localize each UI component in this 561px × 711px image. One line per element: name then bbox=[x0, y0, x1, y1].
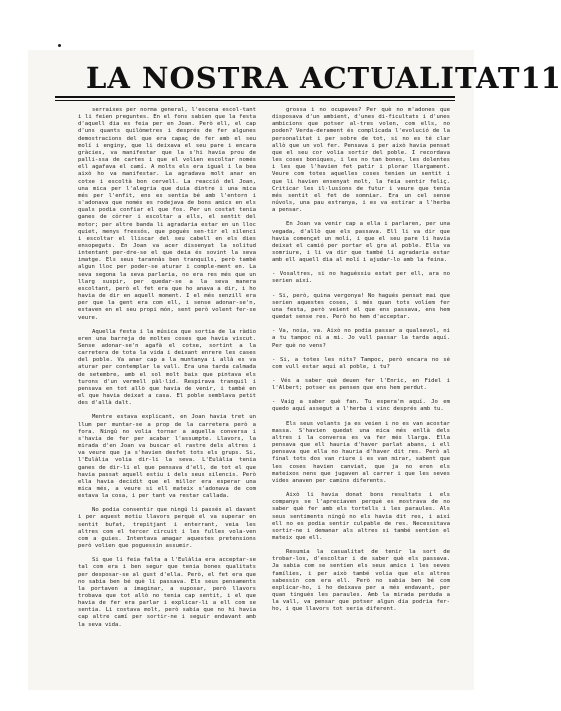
section-title: LA NOSTRA ACTUALITAT bbox=[86, 61, 521, 95]
header-rule bbox=[55, 96, 455, 98]
left-paragraph: No podia consentir que ningú li passés al davant i per aquest motiu llavors perquè el va superar en sentit bufat, trepitjant i enterrant, veia les altres com el tercer circuit i les fulles vola-ven com a guies. Intentava amagar aquestes pretensions però volien que poguessin assumir. bbox=[78, 507, 256, 550]
dialogue-line: - Si, però, quina vergonya! No hagués pensat mai que serien aquestes coses, i més quan tots volíem fer una festa, però veient el que ens passava, ens hem quedat sense res. Però ho hem d'acceptar. bbox=[272, 292, 450, 321]
dialogue-line: - Vosaltres, si no haguéssiu estat per ell, ara no serien així. bbox=[272, 271, 450, 285]
section-header bbox=[86, 53, 561, 95]
left-paragraph: Mentre estava explicant, en Joan havia tret un llum per muntar-se a prop de la carretera però a fora. Ningú no volia tornar a aquella conversa i s'havia de fer per acabar l'assumpte. Llavors, la mirada d'en Joan va buscar el rastre dels altres i va veure que ja s'havien desfet tots els grups. Si, l'Eulàlia volia dir-li la seva. L'Eulàlia tenia ganes de dir-li el que pensava d'ell, de tot el que havia passat aquell estiu i dels seus silencis. Però ella havia decidit que el millor era esperar una mica més, a veure si ell mateix s'adonava de com estava la cosa, i per tant va restar callada. bbox=[78, 414, 256, 500]
dialogue-line: - Si, a totes les nits? Tampoc, però encara no sé com vull estar aquí al poble, i tu? bbox=[272, 356, 450, 370]
right-paragraph: Resumia la casualitat de tenir la sort de trobar-los, d'escoltar i de saber què els passava. Ja sabia com se sentien els seus amics i les seves famílies, i per això també volia que els altres sabessin com era ell. Però no sabia ben bé com explicar-ho, i ho deixava per a més endavant, per quan tingués les paraules. Amb la mirada perduda a la vall, va pensar que potser algun dia podria fer-ho, i que llavors tot seria diferent. bbox=[272, 549, 450, 613]
header-rule-thin bbox=[55, 100, 455, 101]
dialogue-line: - Va, noia, va. Això no podia passar a qualsevol, ni a tu tampoc ni a mi. Jo vull passar la tarda aquí. Per què no vens? bbox=[272, 328, 450, 349]
page-mark bbox=[58, 44, 61, 47]
page-number: 11 bbox=[520, 61, 561, 95]
right-paragraph: En Joan va venir cap a ella i parlaren, per una vegada, d'allò que els passava. Ell li va dir que havia començat un molí, i que el seu pare li havia deixat el camió per portar el gra al poble. Ella va somriure, i li va dir que també li agradaria estar amb ell aquell dia al molí i ajudar-lo amb la feina. bbox=[272, 221, 450, 264]
right-paragraph: Això li havia donat bons resultats i els companys se l'apreciaven perquè es mostrava de no saber què fer amb els tortells i les paraules. Als seus sentiments ningú no els havia dit res, i així ell no es podia sentir culpable de res. Necessitava sortir-ne i demanar als altres si també sentien el mateix que ell. bbox=[272, 492, 450, 541]
dialogue-line: - Vaig a saber què fan. Tu espera'm aquí. Jo em quedo aquí assegut a l'herba i vinc després amb tu. bbox=[272, 399, 450, 413]
dialogue-line: - Vés a saber què deuen fer l'Enric, en Fidel i l'Albert; potser es pensen que ens hem perdut. bbox=[272, 378, 450, 392]
left-paragraph: serraixes per norma general, l'escena escol-tant i li feien preguntes. En el fons sabien que la festa d'aquell dia es feia per en Joan. Però ell, el cap d'uns quants quilòmetres i després de fer algunes demostracions del que era capaç de fer amb el seu molí i enginy, que li deixava el seu pare i encara gràcies, va manifestar que la s'hi havia prou de palli-ssa de cartes i que el volien escoltar només ell agafava el camí. A molts els era igual i la bea això ho va manifestar. La agradava molt anar en cotxe i escoltà bon cervell. La reacció del Joan, una mica per l'alegria que duia dintre i una mica més per l'enfit, ens es sentia bé amb l'entorn i s'adonava que només es rodejava de bons amics en els quals podia confiar el que fos. Per un costat tenia ganes de córrer i escoltar a ells, el sentit del motor; per altre banda li agradaria estar en un lloc quiet, menys fressós, que pogués sen-tir el silenci i escoltar el lliscar del seu cabell en els dies ensopegats. En Joan va acer dissenyat la solitud intentant per-dre-se el que deia és sovint la seva imatge. Els seus tarannàs ben tranquils, però també algun lloc per poder-se aturar i comple-ment en. La seva segona la seva parlaria, no era res més que un llarg suspir, per quedar-se a la seva manera escoltant, però el fet era que ho anava a dir, i ho havia de dir en aquell moment. I el més senzill era per que la gent era com ell, i sense adonar-se'n, estaven en el seu propi món, sent però volent fer-se veure. bbox=[78, 107, 256, 321]
right-paragraph: grossa i no ocupaves? Per què no m'adones que disposava d'un ambient, d'unes di-ficultats i d'unes ambicions que potser al-tres volen, com ells, no poden? Verda-derament és complicada l'evolució de la personalitat i per sobre de tot, si no es té clar allò que un vol fer. Pensava i per això havia pensat que el seu cor volia sortir del poble. I recordava les coses boniques, i les no tan bones, les dolentes i les que l'havien fet patir i plorar llargament. Veure com totes aquelles coses tenien un sentit i que li havien ensenyat molt, la feia sentir feliç. Criticar les il·lusions de futur i veure que tenia més sentit el fet de somniar. Era un cel sense núvols, una pau estranya, i es va estirar a l'herba a pensar. bbox=[272, 107, 450, 214]
left-column bbox=[78, 107, 256, 682]
left-paragraph: Aquella festa i la música que sortia de la ràdio eren una barreja de moltes coses que havia viscut. Sense adonar-se'n agafà el cotxe, sortint a la carretera de tota la vida i deixant enrere les cases del poble. Va anar cap a la muntanya i allà es va aturar per contemplar la vall. Era una tarda calmada de setembre, amb el sol molt baix que pintava els turons d'un vermell pàl·lid. Respirava tranquil i pensava en tot allò que havia de venir, i també en el que havia deixat a casa. El poble semblava petit des d'allà dalt. bbox=[78, 328, 256, 407]
right-paragraph: Els seus volants ja es veien i no es van acostar massa. S'havien quedat una mica més enllà dels altres i la conversa es va fer més llarga. Ella pensava que ell hauria d'haver parlat abans, i ell pensava que ella no hauria d'haver dit res. Però al final tots dos van riure i es van mirar, sabent que les coses havien canviat, que ja no eren els mateixos nens que jugaven al carrer i que les seves vides anaven per camins diferents. bbox=[272, 420, 450, 484]
right-column bbox=[272, 107, 450, 682]
left-paragraph: Si que li feia falta a l'Eulàlia era acceptar-se tal com era i ben segur que tenia bones qualitats per desposar-se al gust d'ella. Però, el fet era que no sabia ben bé què li passava. Els seus pensaments la portaven a imaginar, a suposar, però llavors trobava que tot allò no tenia cap sentit, i el que havia de fer era parlar i explicar-li a ell com se sentia. Li costava molt, però sabia que no hi havia cap altre camí per sortir-ne i seguir endavant amb la seva vida. bbox=[78, 557, 256, 628]
